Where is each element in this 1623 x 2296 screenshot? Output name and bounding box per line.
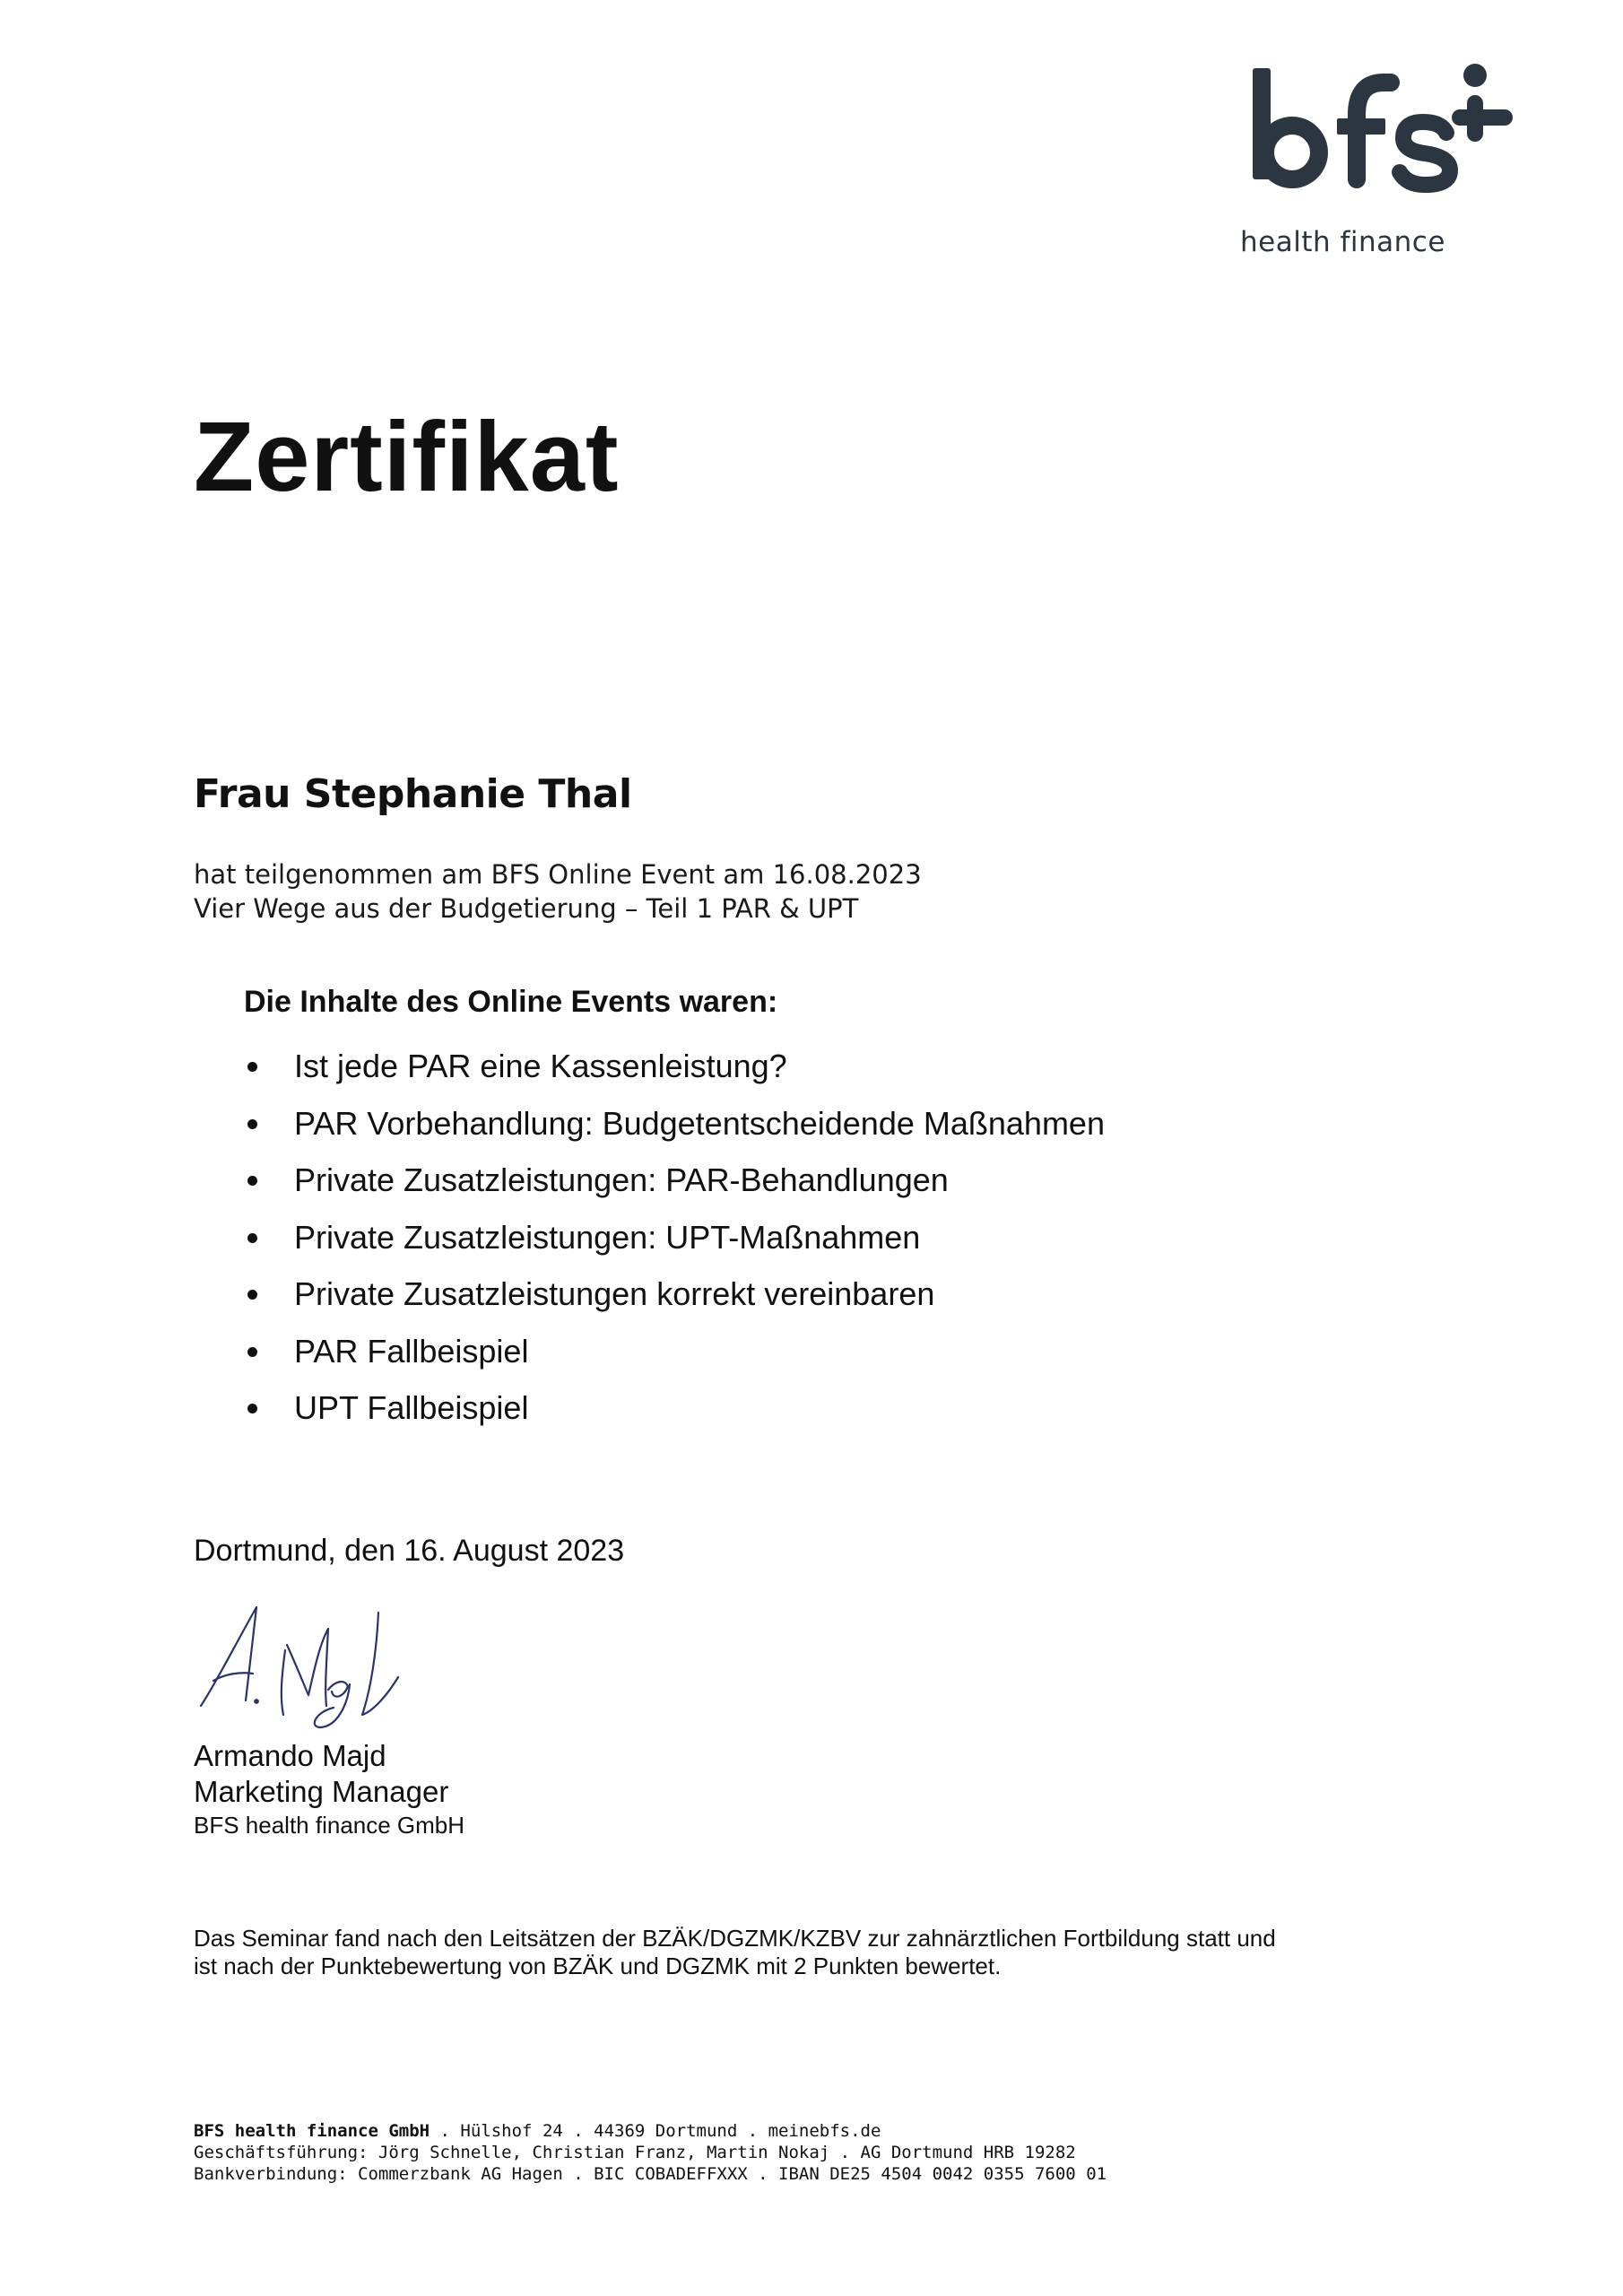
logo-subtitle: health finance	[1240, 226, 1445, 258]
bullet-icon	[247, 1347, 257, 1357]
topic-text: PAR Vorbehandlung: Budgetentscheidende Maßnahmen	[294, 1104, 1105, 1142]
company-footer	[194, 2120, 1107, 2185]
bfs-logo-mark	[1233, 63, 1529, 224]
bfs-logo	[1233, 63, 1529, 269]
place-and-date: Dortmund, den 16. August 2023	[194, 1534, 625, 1568]
footer-management: Geschäftsführung: Jörg Schnelle, Christian Franz, Martin Nokaj . AG Dortmund HRB 19282	[194, 2143, 1076, 2162]
bullet-icon	[247, 1062, 257, 1072]
accreditation-note	[194, 1925, 1276, 1980]
recipient-name: Frau Stephanie Thal	[194, 771, 632, 817]
footer-company-name: BFS health finance GmbH	[194, 2121, 430, 2141]
handwritten-signature	[194, 1596, 427, 1731]
participation-line: hat teilgenommen am BFS Online Event am 16.08.2023	[194, 859, 922, 890]
certificate-title: Zertifikat	[194, 402, 620, 512]
bullet-icon	[247, 1119, 257, 1129]
bullet-icon	[247, 1233, 257, 1243]
event-title-line: Vier Wege aus der Budgetierung – Teil 1 PAR & UPT	[194, 893, 859, 924]
topic-item	[244, 1213, 1105, 1271]
participation-statement	[194, 857, 922, 926]
topic-item	[244, 1270, 1105, 1327]
signer-company: BFS health finance GmbH	[194, 1812, 465, 1839]
topic-item	[244, 1384, 1105, 1441]
topic-item	[244, 1327, 1105, 1385]
topics-list	[244, 1042, 1105, 1441]
topic-text: Private Zusatzleistungen korrekt vereinbaren	[294, 1275, 935, 1312]
bullet-icon	[247, 1404, 257, 1413]
note-line: ist nach der Punktebewertung von BZÄK und DGZMK mit 2 Punkten bewertet.	[194, 1952, 1002, 1979]
bullet-icon	[247, 1290, 257, 1300]
footer-address: . Hülshof 24 . 44369 Dortmund . meinebfs.de	[430, 2121, 881, 2141]
topic-text: Ist jede PAR eine Kassenleistung?	[294, 1048, 787, 1084]
note-line: Das Seminar fand nach den Leitsätzen der BZÄK/DGZMK/KZBV zur zahnärztlichen Fortbildung statt und	[194, 1925, 1276, 1952]
footer-bank: Bankverbindung: Commerzbank AG Hagen . BIC COBADEFFXXX . IBAN DE25 4504 0042 0355 7600 01	[194, 2164, 1107, 2184]
topic-text: Private Zusatzleistungen: PAR-Behandlungen	[294, 1161, 949, 1198]
contents-heading: Die Inhalte des Online Events waren:	[244, 985, 778, 1019]
topic-item	[244, 1156, 1105, 1213]
footer-address-line	[194, 2120, 1107, 2142]
signer-block	[194, 1738, 464, 1840]
topic-text: PAR Fallbeispiel	[294, 1332, 529, 1370]
topic-text: Private Zusatzleistungen: UPT-Maßnahmen	[294, 1218, 921, 1256]
topic-text: UPT Fallbeispiel	[294, 1389, 529, 1426]
topic-item	[244, 1100, 1105, 1157]
signer-name: Armando Majd	[194, 1739, 386, 1772]
topic-item	[244, 1042, 1105, 1100]
bullet-icon	[247, 1176, 257, 1186]
signer-role: Marketing Manager	[194, 1775, 449, 1808]
